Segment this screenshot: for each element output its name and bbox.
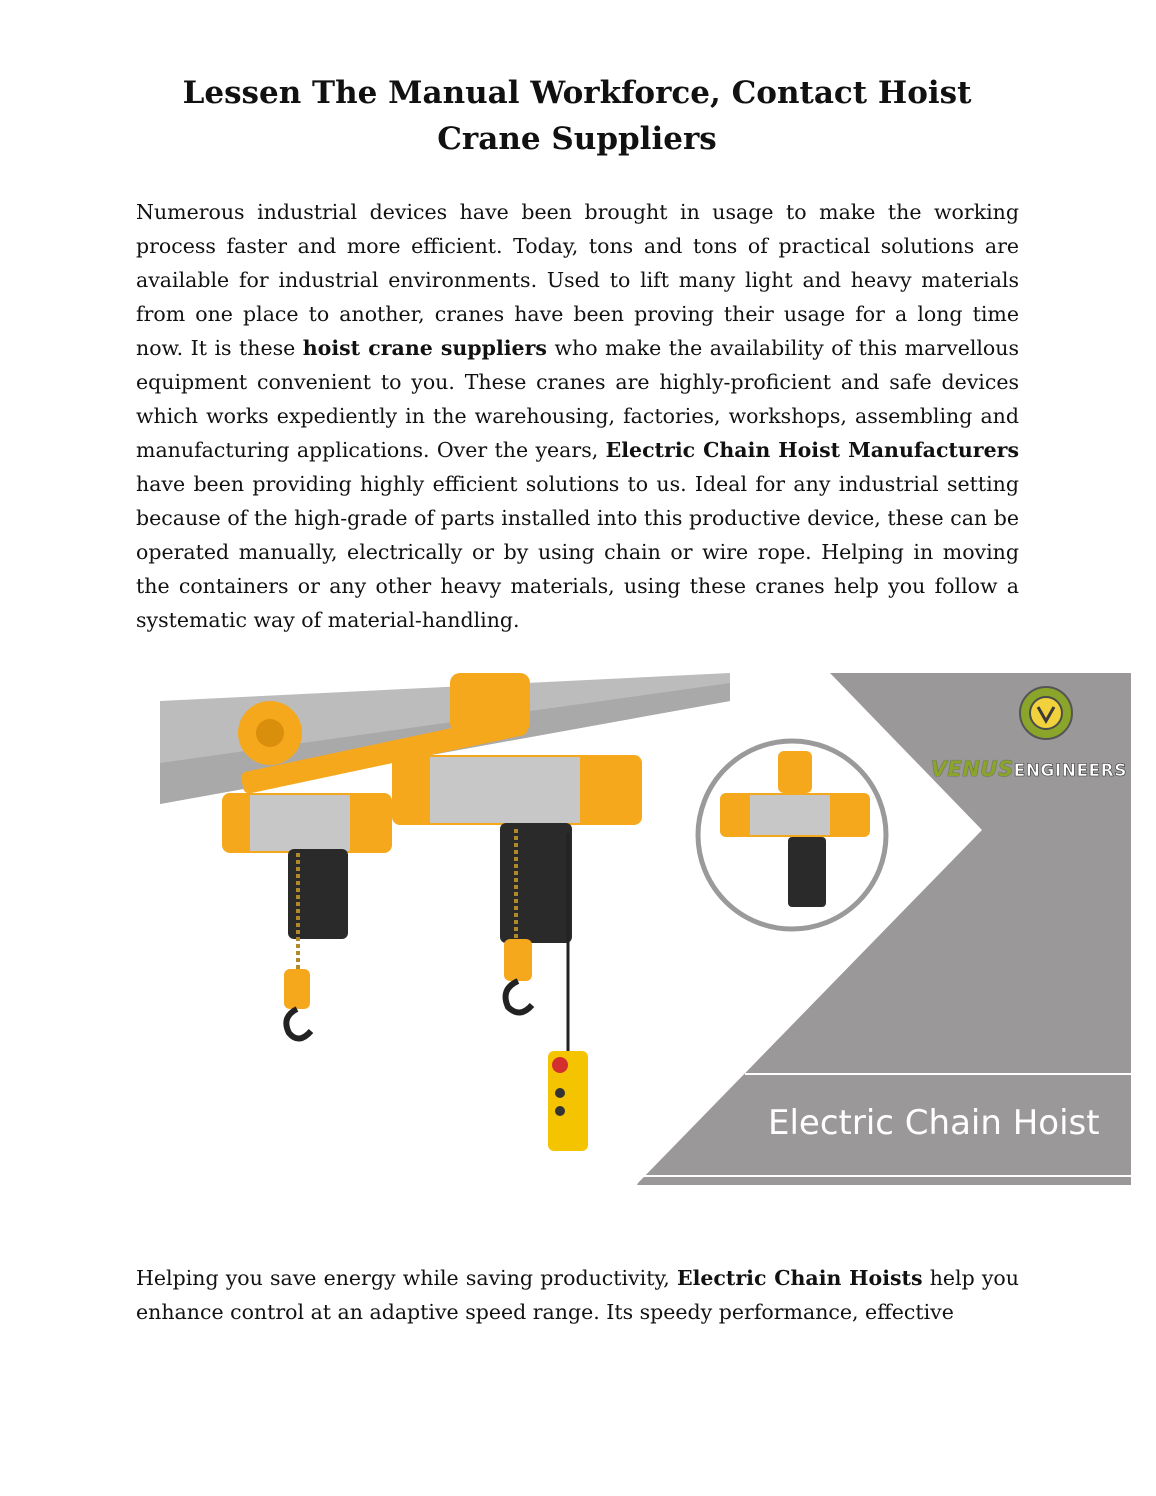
company-logo-text [931, 757, 1127, 781]
trolley-wheel-right [450, 673, 530, 733]
intro-text-1: Numerous industrial devices have been brought in usage to make the working process faster and more efficient. Today, tons and tons of practical solutions are available for industrial environments. Used to lift many light and heavy materials from one place to another, cranes have been proving their usage for a long time now. It is these [136, 200, 1019, 360]
intro-text-3: have been providing highly efficient solutions to us. Ideal for any industrial setting because of the high-grade of parts installed into this productive device, these can be operated manually, electrically or by using chain or wire rope. Helping in moving the containers or any other heavy materials, using these cranes help you follow a systematic way of material-handling. [136, 472, 1019, 632]
second-text-1: Helping you save energy while saving productivity, [136, 1266, 677, 1290]
hook-block-right [504, 939, 532, 981]
electric-chain-hoists-keyword: Electric Chain Hoists [676, 1266, 923, 1290]
logo-text-engineers: ENGINEERS [1013, 761, 1127, 781]
hoist-gearbox-right [500, 823, 572, 943]
page-title: Lessen The Manual Workforce, Contact Hoist Crane Suppliers [182, 75, 972, 157]
hook-left [286, 1009, 311, 1039]
banner-caption: Electric Chain Hoist [768, 1103, 1100, 1143]
hook-right [506, 981, 532, 1013]
hoist-crane-suppliers-keyword: hoist crane suppliers [302, 336, 547, 360]
product-banner-image [160, 673, 1131, 1185]
electric-chain-hoist-manufacturers-keyword: Electric Chain Hoist Manufacturers [605, 438, 1019, 462]
logo-text-venus: VENUS [930, 757, 1014, 781]
intro-text-2: who make the availability of this marvellous equipment convenient to you. These cranes are highly-proficient and safe devices which works expediently in the warehousing, factories, workshops, assembling and manufacturing applications. Over the years, [136, 336, 1019, 462]
second-text-2: help you enhance control at an adaptive speed range. Its speedy performance, effective [136, 1266, 1019, 1324]
hook-block-left [284, 969, 310, 1009]
second-paragraph [136, 1261, 1019, 1329]
intro-paragraph [136, 195, 1019, 637]
